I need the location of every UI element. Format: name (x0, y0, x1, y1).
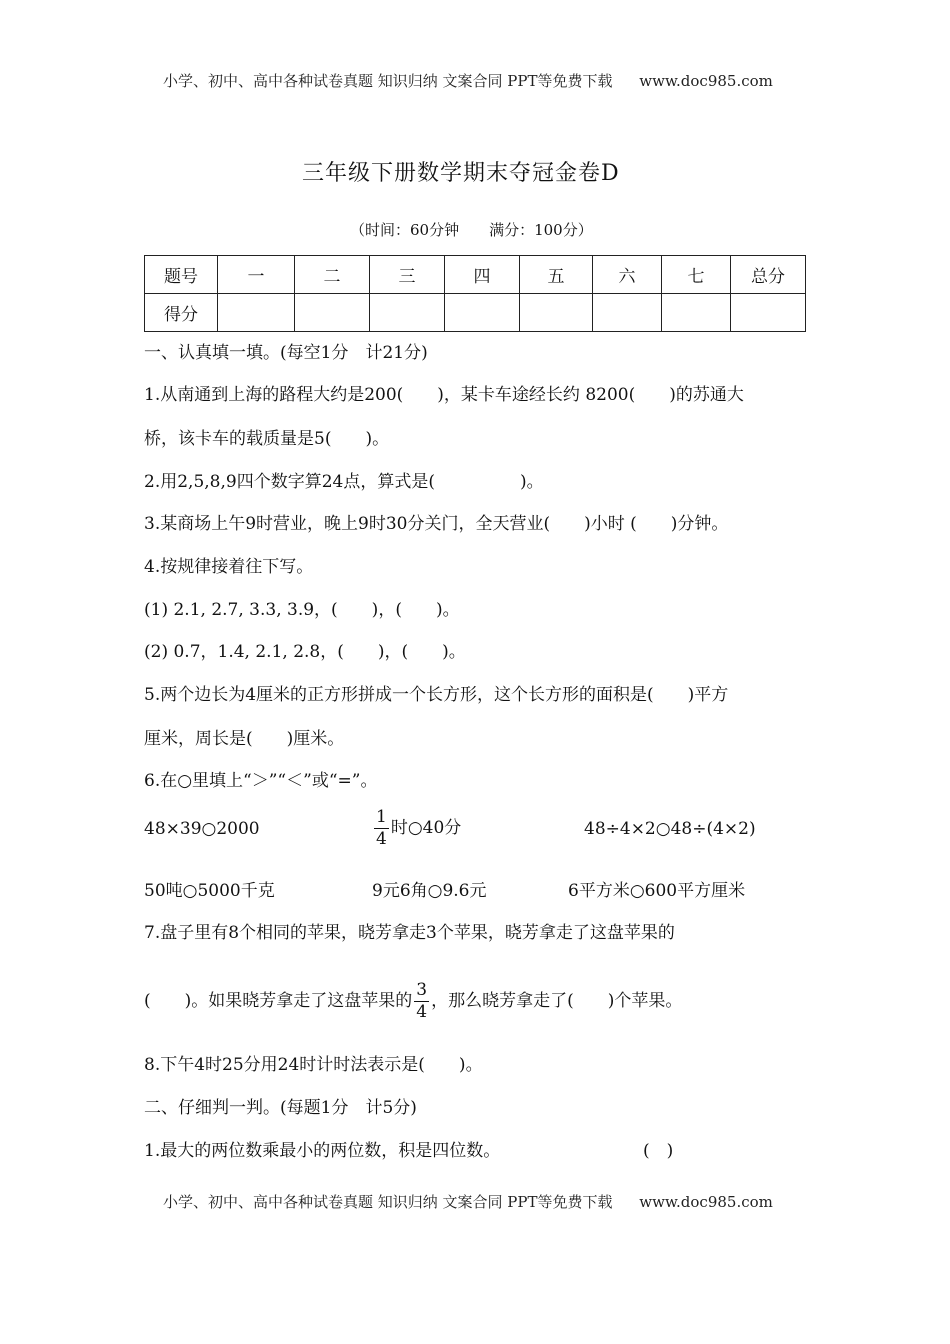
score-cell[interactable] (731, 294, 806, 332)
header-cell: 四 (445, 256, 520, 294)
header-url: www.doc985.com (639, 72, 773, 90)
page-footer (163, 1191, 773, 1212)
compare-item-b (372, 809, 461, 848)
question-4-part-2: (2) 0.7，1.4, 2.1, 2.8，( )，( )。 (144, 642, 466, 662)
question-6: 6.在○里填上“＞”“＜”或“=”。 (144, 771, 378, 791)
question-7-line-2 (144, 982, 682, 1021)
score-table (144, 255, 806, 332)
question-4: 4.按规律接着往下写。 (144, 557, 314, 577)
row-label: 得分 (145, 294, 218, 332)
fraction-denominator: 4 (416, 1002, 428, 1022)
section2-heading: 二、仔细判一判。(每题1分 计5分) (144, 1098, 417, 1118)
score-cell[interactable] (520, 294, 593, 332)
judge-question-1: 1.最大的两位数乘最小的两位数，积是四位数。 (144, 1141, 501, 1161)
compare-item-b-text: 时○40分 (390, 818, 462, 838)
question-2: 2.用2,5,8,9四个数字算24点，算式是( )。 (144, 472, 544, 492)
section1-heading: 一、认真填一填。(每空1分 计21分) (144, 343, 428, 363)
score-cell[interactable] (218, 294, 295, 332)
fraction-denominator: 4 (376, 829, 387, 849)
score-cell[interactable] (662, 294, 731, 332)
answer-parentheses[interactable]: ( ) (643, 1141, 674, 1161)
score-table-header-row (145, 256, 806, 294)
score-cell[interactable] (593, 294, 662, 332)
header-cell: 总分 (731, 256, 806, 294)
question-1-line-2: 桥，该卡车的载质量是5( )。 (144, 429, 390, 449)
score-cell[interactable] (445, 294, 520, 332)
header-cell: 三 (370, 256, 445, 294)
header-cell: 五 (520, 256, 593, 294)
header-text: 小学、初中、高中各种试卷真题 知识归纳 文案合同 PPT等免费下载 (163, 72, 613, 90)
header-cell: 一 (218, 256, 295, 294)
score-cell[interactable] (370, 294, 445, 332)
compare-item-c: 48÷4×2○48÷(4×2) (584, 819, 756, 839)
question-7-line-1: 7.盘子里有8个相同的苹果，晓芳拿走3个苹果，晓芳拿走了这盘苹果的 (144, 923, 675, 943)
header-cell: 二 (295, 256, 370, 294)
header-cell: 题号 (145, 256, 218, 294)
footer-url: www.doc985.com (639, 1193, 773, 1211)
question-3: 3.某商场上午9时营业，晚上9时30分关门，全天营业( )小时 ( )分钟。 (144, 514, 729, 534)
fraction-three-quarters (414, 982, 429, 1021)
compare-item-a: 48×39○2000 (144, 819, 260, 839)
fraction-one-quarter (374, 809, 389, 848)
fraction-numerator: 3 (416, 980, 428, 1000)
compare-item-f: 6平方米○600平方厘米 (568, 881, 746, 901)
score-cell[interactable] (295, 294, 370, 332)
page-title: 三年级下册数学期末夺冠金卷D (302, 161, 620, 186)
question-1-line-1: 1.从南通到上海的路程大约是200( )，某卡车途经长约 8200( )的苏通大 (144, 385, 744, 405)
question-5-line-1: 5.两个边长为4厘米的正方形拼成一个长方形，这个长方形的面积是( )平方 (144, 685, 729, 705)
score-table-score-row (145, 294, 806, 332)
header-cell: 六 (593, 256, 662, 294)
question-5-line-2: 厘米，周长是( )厘米。 (144, 729, 345, 749)
question-7-text-a: ( )。如果晓芳拿走了这盘苹果的 (144, 991, 413, 1011)
header-cell: 七 (662, 256, 731, 294)
compare-item-d: 50吨○5000千克 (144, 881, 275, 901)
page-header (163, 70, 773, 91)
footer-text: 小学、初中、高中各种试卷真题 知识归纳 文案合同 PPT等免费下载 (163, 1193, 613, 1211)
exam-info: （时间：60分钟 满分：100分） (350, 221, 593, 239)
compare-item-e: 9元6角○9.6元 (372, 881, 487, 901)
question-8: 8.下午4时25分用24时计时法表示是( )。 (144, 1055, 483, 1075)
question-4-part-1: (1) 2.1, 2.7, 3.3, 3.9，( )，( )。 (144, 600, 460, 620)
question-7-text-b: ，那么晓芳拿走了( )个苹果。 (431, 991, 683, 1011)
fraction-numerator: 1 (376, 807, 387, 827)
